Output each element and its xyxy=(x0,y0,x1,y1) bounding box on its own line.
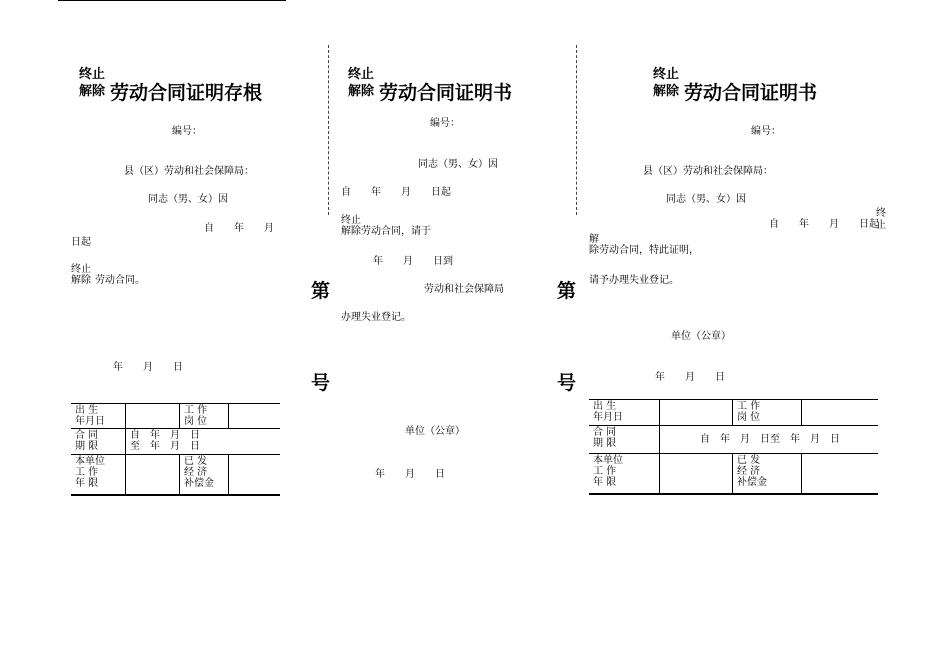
term-text: 劳动合同。 xyxy=(95,275,145,286)
perforation-line-2 xyxy=(576,45,577,215)
cell-birth-label: 出 生 年月日 xyxy=(75,405,105,427)
title-terminate: 终止 xyxy=(653,67,680,82)
bureau-line: 劳动和社会保障局 xyxy=(424,284,504,295)
title-terminate: 终止 xyxy=(79,67,106,82)
seal-label: 单位（公章） xyxy=(671,331,731,342)
title-dissolve: 解除 xyxy=(348,84,375,99)
cell-years-label: 本单位 工 作 年 限 xyxy=(593,455,623,488)
cell-comp-value[interactable] xyxy=(802,454,879,494)
term-terminate: 终止 xyxy=(341,215,361,226)
number-label: 编号： xyxy=(172,126,202,137)
issue-date: 年 月 日 xyxy=(375,469,445,480)
page-title: 劳动合同证明书 xyxy=(379,82,513,104)
page-title: 劳动合同证明存根 xyxy=(110,82,263,104)
info-table xyxy=(589,399,878,495)
cell-birth-value[interactable] xyxy=(126,404,180,429)
from-date: 自 年 月 日起 xyxy=(341,187,451,198)
issue-date: 年 月 日 xyxy=(655,372,725,383)
comrade-line: 同志（男、女）因 xyxy=(148,194,228,205)
number-label: 编号： xyxy=(430,118,460,129)
register-line: 办理失业登记。 xyxy=(341,312,411,323)
seam-di-1: 第 xyxy=(311,280,331,302)
seam-hao-2: 号 xyxy=(557,372,577,394)
cell-contract-period: 自 年 月 日 至 年 月 日 xyxy=(126,429,281,455)
seam-hao-1: 号 xyxy=(311,372,331,394)
perforation-line-1 xyxy=(328,45,329,215)
page-title: 劳动合同证明书 xyxy=(684,82,818,104)
side-terminate-1: 终 xyxy=(876,208,886,219)
cell-contract-period: 自 年 月 日至 年 月 日 xyxy=(660,426,879,454)
cell-birth-label: 出 生 年月日 xyxy=(593,401,623,423)
bureau-line: 县（区）劳动和社会保障局： xyxy=(124,166,254,177)
term-text: 除劳动合同，特此证明， xyxy=(589,245,699,256)
cell-birth-value[interactable] xyxy=(660,400,733,426)
cell-comp-label: 已 发 经 济 补偿金 xyxy=(180,455,229,495)
number-label: 编号： xyxy=(751,126,781,137)
title-dissolve: 解除 xyxy=(79,84,106,99)
term-jie: 解 xyxy=(589,234,599,245)
cell-post-value[interactable] xyxy=(229,404,281,429)
cell-comp-label: 已 发 经 济 补偿金 xyxy=(733,454,802,494)
start-day: 日起 xyxy=(71,237,91,248)
title-dissolve: 解除 xyxy=(653,84,680,99)
seal-label: 单位（公章） xyxy=(405,426,465,437)
side-terminate-2: 止 xyxy=(876,220,886,231)
title-terminate: 终止 xyxy=(348,67,375,82)
top-rule xyxy=(58,0,286,1)
from-date: 自 年 月 日起 xyxy=(769,219,879,230)
cell-post-label: 工 作 岗 位 xyxy=(180,404,229,429)
register-line: 请予办理失业登记。 xyxy=(589,275,679,286)
comrade-line: 同志（男、女）因 xyxy=(418,159,498,170)
cell-contract-label: 合 同 期 限 xyxy=(75,430,99,452)
term-dissolve: 解除 xyxy=(71,275,91,286)
comrade-line: 同志（男、女）因 xyxy=(666,194,746,205)
issue-date: 年 月 日 xyxy=(113,362,183,373)
cell-post-value[interactable] xyxy=(802,400,879,426)
until-date: 年 月 日到 xyxy=(373,256,453,267)
from-date: 自 年 月 xyxy=(204,223,274,234)
term-text: 解除劳动合同，请于 xyxy=(341,226,431,237)
cell-contract-label: 合 同 期 限 xyxy=(593,427,617,449)
cell-comp-value[interactable] xyxy=(229,455,281,495)
cell-post-label: 工 作 岗 位 xyxy=(733,400,802,426)
seam-di-2: 第 xyxy=(557,280,577,302)
cell-years-label: 本单位 工 作 年 限 xyxy=(75,456,105,489)
bureau-line: 县（区）劳动和社会保障局： xyxy=(643,166,773,177)
cell-years-value[interactable] xyxy=(126,455,180,495)
term-terminate: 终止 xyxy=(71,264,91,275)
info-table xyxy=(71,403,280,496)
cell-years-value[interactable] xyxy=(660,454,733,494)
